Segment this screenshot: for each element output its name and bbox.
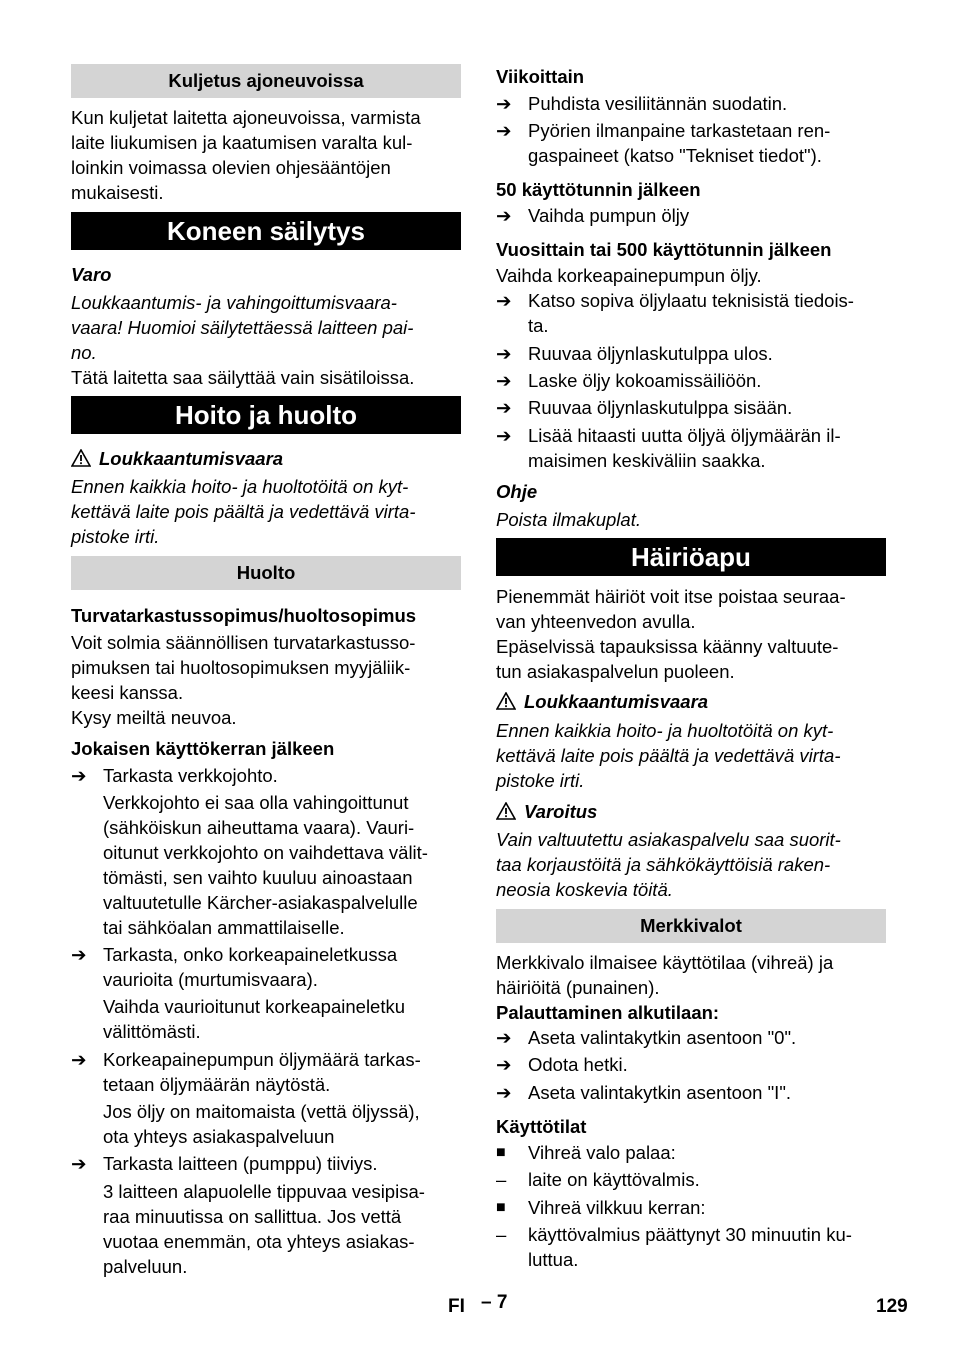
text-line: Ennen kaikkia hoito- ja huoltotöitä on kyt-: [496, 720, 834, 741]
text-line: vaurioita (murtumisvaara).: [103, 969, 318, 990]
text-line: Kun kuljetat laitetta ajoneuvoissa, varmista: [71, 107, 421, 128]
text-line: laite liukumisen ja kaatumisen varalta kul-: [71, 132, 413, 153]
arrow-icon: ➔: [496, 93, 512, 114]
text-line: maisimen keskiväliin saakka.: [528, 450, 766, 471]
arrow-icon: ➔: [71, 765, 87, 786]
square-bullet-icon: ■: [496, 1199, 506, 1216]
text-line: Voit solmia säännöllisen turvatarkastusso-: [71, 632, 416, 653]
arrow-icon: ➔: [496, 1054, 512, 1075]
huolto-heading: Huolto: [71, 556, 461, 590]
h50-heading: 50 käyttötunnin jälkeen: [496, 179, 701, 200]
hairio-text: [496, 584, 886, 684]
warning-label: Loukkaantumisvaara: [99, 448, 284, 469]
arrow-icon: ➔: [496, 1027, 512, 1048]
text-line: Vain valtuutettu asiakaspalvelu saa suorit-: [496, 829, 841, 850]
text-line: Merkkivalo ilmaisee käyttötilaa (vihreä) ja: [496, 952, 834, 973]
warning-varoitus: [496, 799, 886, 824]
text-line: Jos öljy on maitomaista (vettä öljyssä),: [103, 1101, 420, 1122]
text-line: Tarkasta laitteen (pumppu) tiiviys.: [103, 1153, 378, 1174]
text-line: tun asiakaspalvelun puoleen.: [496, 661, 735, 682]
text-line: oitunut verkkojohto on vaihdettava välit-: [103, 842, 428, 863]
text-line: Aseta valintakytkin asentoon "0".: [528, 1027, 797, 1048]
text-line: Verkkojohto ei saa olla vahingoittunut: [103, 792, 409, 813]
text-line: palveluun.: [103, 1256, 188, 1277]
hoito-heading: Hoito ja huolto: [71, 396, 461, 434]
text-line: 3 laitteen alapuolelle tippuvaa vesipisa-: [103, 1181, 425, 1202]
text-line: Epäselvissä tapauksissa käänny valtuute-: [496, 636, 839, 657]
vuosittain-text: Vaihda korkeapainepumpun öljy.: [496, 265, 762, 286]
ohje-label: Ohje: [496, 481, 538, 502]
text-line: kettävä laite pois päältä ja vedettävä virta-: [496, 745, 841, 766]
text-line: Loukkaantumis- ja vahingoittumisvaara-: [71, 292, 397, 313]
square-bullet-icon: ■: [496, 1144, 506, 1161]
footer-section-page: – 7: [481, 1292, 508, 1313]
text-line: raa minuutissa on sallittua. Jos vettä: [103, 1206, 402, 1227]
text-line: vuotaa enemmän, ota yhteys asiakas-: [103, 1231, 415, 1252]
arrow-icon: ➔: [496, 425, 512, 446]
arrow-icon: ➔: [496, 120, 512, 141]
text-line: välittömästi.: [103, 1021, 201, 1042]
text-line: pimuksen tai huoltosopimuksen myyjäliik-: [71, 657, 411, 678]
text-line: ta.: [528, 315, 549, 336]
warning-loukkaantumisvaara: [496, 689, 886, 714]
text-line: gaspaineet (katso "Tekniset tiedot").: [528, 145, 822, 166]
kayttotilat-heading: Käyttötilat: [496, 1116, 587, 1137]
sailytys-text: Tätä laitetta saa säilyttää vain sisätiloissa.: [71, 367, 415, 388]
text-line: tai sähköalan ammattilaiselle.: [103, 917, 345, 938]
text-line: loinkin voimassa olevien ohjesääntöjen: [71, 157, 391, 178]
warning-text: [496, 827, 886, 902]
warning-triangle-icon: [496, 802, 516, 820]
text-line: laite on käyttövalmis.: [528, 1169, 700, 1190]
text-line: (sähköiskun aiheuttama vaara). Vauri-: [103, 817, 415, 838]
text-line: Kysy meiltä neuvoa.: [71, 707, 237, 728]
dash-bullet-icon: –: [496, 1169, 507, 1190]
text-line: tömästi, sen vaihto kuuluu ainoastaan: [103, 867, 413, 888]
warning-label: Varoitus: [524, 801, 598, 822]
footer-language: FI: [448, 1296, 465, 1317]
warning-triangle-icon: [71, 449, 91, 467]
page-number: 129: [876, 1296, 908, 1317]
jokaisen-heading: Jokaisen käyttökerran jälkeen: [71, 738, 335, 759]
text-line: luttua.: [528, 1249, 579, 1270]
merkki-text: [496, 950, 886, 1000]
warning-text: [71, 474, 461, 549]
text-line: Vaihda pumpun öljy: [528, 205, 690, 226]
text-line: Tarkasta verkkojohto.: [103, 765, 278, 786]
arrow-icon: ➔: [496, 370, 512, 391]
text-line: Lisää hitaasti uutta öljyä öljymäärän il-: [528, 425, 841, 446]
text-line: vaara! Huomioi säilytettäessä laitteen pai-: [71, 317, 414, 338]
arrow-icon: ➔: [496, 397, 512, 418]
text-line: Puhdista vesiliitännän suodatin.: [528, 93, 788, 114]
arrow-icon: ➔: [496, 1082, 512, 1103]
text-line: mukaisesti.: [71, 182, 164, 203]
text-line: Pyörien ilmanpaine tarkastetaan ren-: [528, 120, 831, 141]
text-line: tetaan öljymäärän näytöstä.: [103, 1074, 331, 1095]
text-line: Odota hetki.: [528, 1054, 628, 1075]
vuosittain-heading: Vuosittain tai 500 käyttötunnin jälkeen: [496, 239, 832, 260]
text-line: Vihreä valo palaa:: [528, 1142, 676, 1163]
arrow-icon: ➔: [496, 205, 512, 226]
text-line: pistoke irti.: [71, 526, 160, 547]
varo-text: [71, 290, 461, 365]
text-line: neosia koskevia töitä.: [496, 879, 673, 900]
merkki-heading: Merkkivalot: [496, 909, 886, 943]
warning-loukkaantumisvaara: [71, 446, 461, 471]
arrow-icon: ➔: [71, 1153, 87, 1174]
arrow-icon: ➔: [71, 1049, 87, 1070]
text-line: kettävä laite pois päältä ja vedettävä virta-: [71, 501, 416, 522]
text-line: valtuutetulle Kärcher-asiakaspalvelulle: [103, 892, 418, 913]
text-line: käyttövalmius päättynyt 30 minuutin ku-: [528, 1224, 852, 1245]
viikoittain-heading: Viikoittain: [496, 66, 585, 87]
hairio-heading: Häiriöapu: [496, 538, 886, 576]
text-line: Vaihda vaurioitunut korkeapaineletku: [103, 996, 406, 1017]
varo-label: Varo: [71, 264, 112, 285]
kuljetus-heading: Kuljetus ajoneuvoissa: [71, 64, 461, 98]
text-line: ota yhteys asiakaspalveluun: [103, 1126, 335, 1147]
text-line: van yhteenvedon avulla.: [496, 611, 696, 632]
text-line: Katso sopiva öljylaatu teknisistä tiedois-: [528, 290, 854, 311]
text-line: pistoke irti.: [496, 770, 585, 791]
text-line: Ruuvaa öljynlaskutulppa sisään.: [528, 397, 793, 418]
arrow-icon: ➔: [496, 343, 512, 364]
warning-label: Loukkaantumisvaara: [524, 691, 709, 712]
arrow-icon: ➔: [71, 944, 87, 965]
text-line: Pienemmät häiriöt voit itse poistaa seuraa-: [496, 586, 846, 607]
text-line: keesi kanssa.: [71, 682, 184, 703]
kuljetus-text: [71, 105, 461, 205]
sailytys-heading: Koneen säilytys: [71, 212, 461, 250]
text-line: taa korjaustöitä ja sähkökäyttöisiä raken-: [496, 854, 831, 875]
sopimus-text: [71, 630, 461, 730]
warning-triangle-icon: [496, 692, 516, 710]
palautus-heading: Palauttaminen alkutilaan:: [496, 1002, 720, 1023]
text-line: no.: [71, 342, 97, 363]
text-line: Laske öljy kokoamissäiliöön.: [528, 370, 762, 391]
dash-bullet-icon: –: [496, 1224, 507, 1245]
text-line: Aseta valintakytkin asentoon "I".: [528, 1082, 792, 1103]
arrow-icon: ➔: [496, 290, 512, 311]
text-line: Tarkasta, onko korkeapaineletkussa: [103, 944, 398, 965]
text-line: Ennen kaikkia hoito- ja huoltotöitä on kyt-: [71, 476, 409, 497]
sopimus-heading: Turvatarkastussopimus/huoltosopimus: [71, 605, 417, 626]
text-line: häiriöitä (punainen).: [496, 977, 660, 998]
ohje-text: Poista ilmakuplat.: [496, 509, 641, 530]
warning-text: [496, 718, 886, 793]
text-line: Ruuvaa öljynlaskutulppa ulos.: [528, 343, 773, 364]
text-line: Vihreä vilkkuu kerran:: [528, 1197, 706, 1218]
text-line: Korkeapainepumpun öljymäärä tarkas-: [103, 1049, 421, 1070]
